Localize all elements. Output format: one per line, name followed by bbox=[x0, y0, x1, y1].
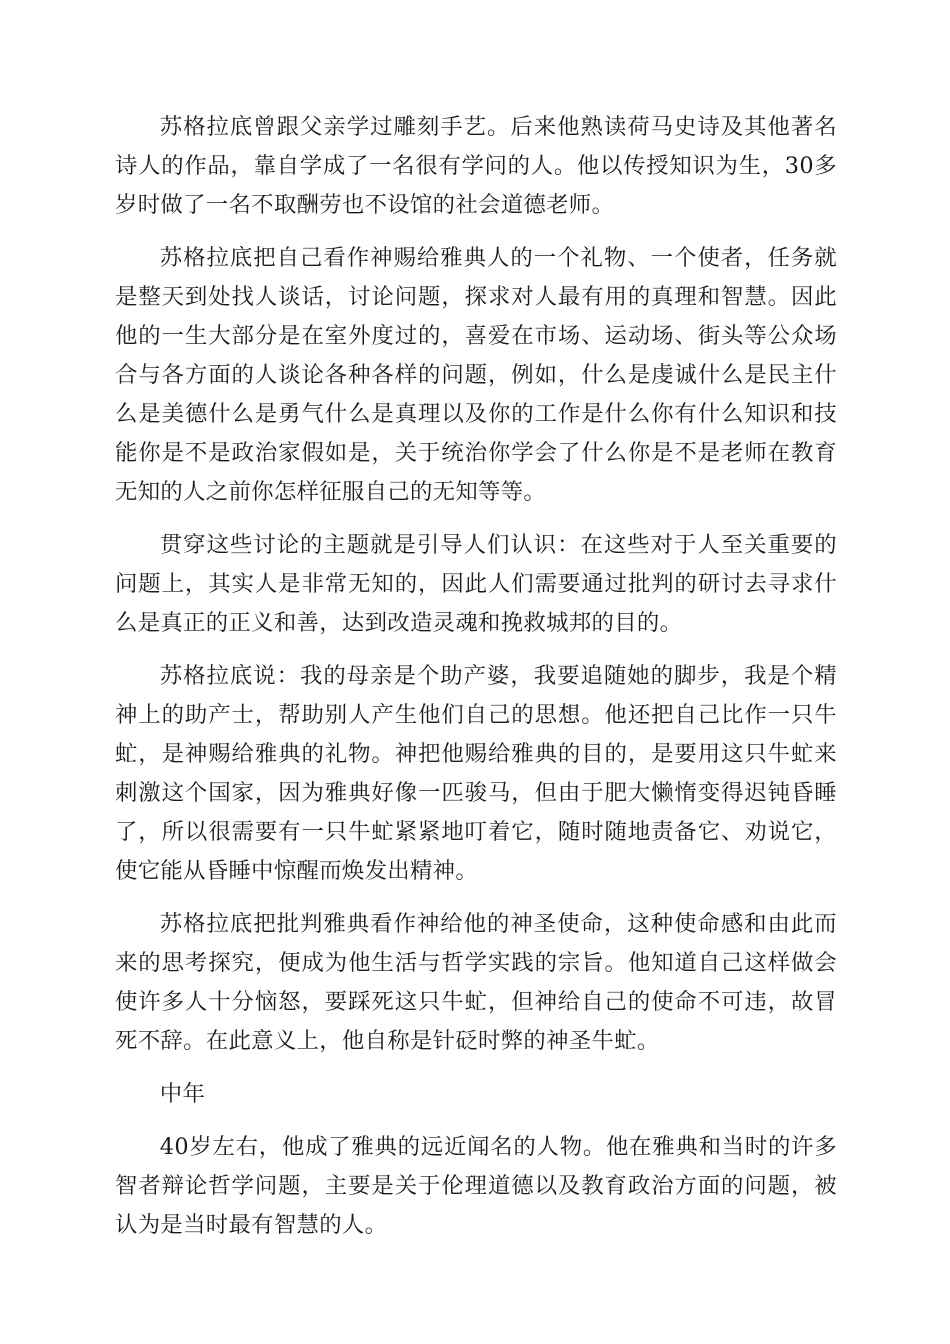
document-body bbox=[115, 108, 837, 1259]
section-heading: 中年 bbox=[159, 1081, 206, 1107]
paragraph: 40岁左右，他成了雅典的远近闻名的人物。他在雅典和当时的许多智者辩论哲学问题，主要是关于伦理道德以及教育政治方面的问题，被认为是当时最有智慧的人。 bbox=[115, 1134, 837, 1238]
paragraph: 苏格拉底把批判雅典看作神给他的神圣使命，这种使命感和由此而来的思考探究，便成为他生活与哲学实践的宗旨。他知道自己这样做会使许多人十分恼怒，要踩死这只牛虻，但神给自己的使命不可违，故冒死不辞。在此意义上，他自称是针砭时弊的神圣牛虻。 bbox=[115, 911, 837, 1054]
paragraph: 贯穿这些讨论的主题就是引导人们认识：在这些对于人至关重要的问题上，其实人是非常无知的，因此人们需要通过批判的研讨去寻求什么是真正的正义和善，达到改造灵魂和挽救城邦的目的。 bbox=[115, 532, 837, 636]
paragraph: 苏格拉底说：我的母亲是个助产婆，我要追随她的脚步，我是个精神上的助产士，帮助别人产生他们自己的思想。他还把自己比作一只牛虻，是神赐给雅典的礼物。神把他赐给雅典的目的，是要用这只牛虻来刺激这个国家，因为雅典好像一匹骏马，但由于肥大懒惰变得迟钝昏睡了，所以很需要有一只牛虻紧紧地叮着它，随时随地责备它、劝说它，使它能从昏睡中惊醒而焕发出精神。 bbox=[115, 663, 837, 884]
paragraph: 苏格拉底把自己看作神赐给雅典人的一个礼物、一个使者，任务就是整天到处找人谈话，讨论问题，探求对人最有用的真理和智慧。因此他的一生大部分是在室外度过的，喜爱在市场、运动场、街头等公众场合与各方面的人谈论各种各样的问题，例如，什么是虔诚什么是民主什么是美德什么是勇气什么是真理以及你的工作是什么你有什么知识和技能你是不是政治家假如是，关于统治你学会了什么你是不是老师在教育无知的人之前你怎样征服自己的无知等等。 bbox=[115, 245, 837, 505]
paragraph: 苏格拉底曾跟父亲学过雕刻手艺。后来他熟读荷马史诗及其他著名诗人的作品，靠自学成了一名很有学问的人。他以传授知识为生，30多岁时做了一名不取酬劳也不设馆的社会道德老师。 bbox=[115, 114, 837, 218]
